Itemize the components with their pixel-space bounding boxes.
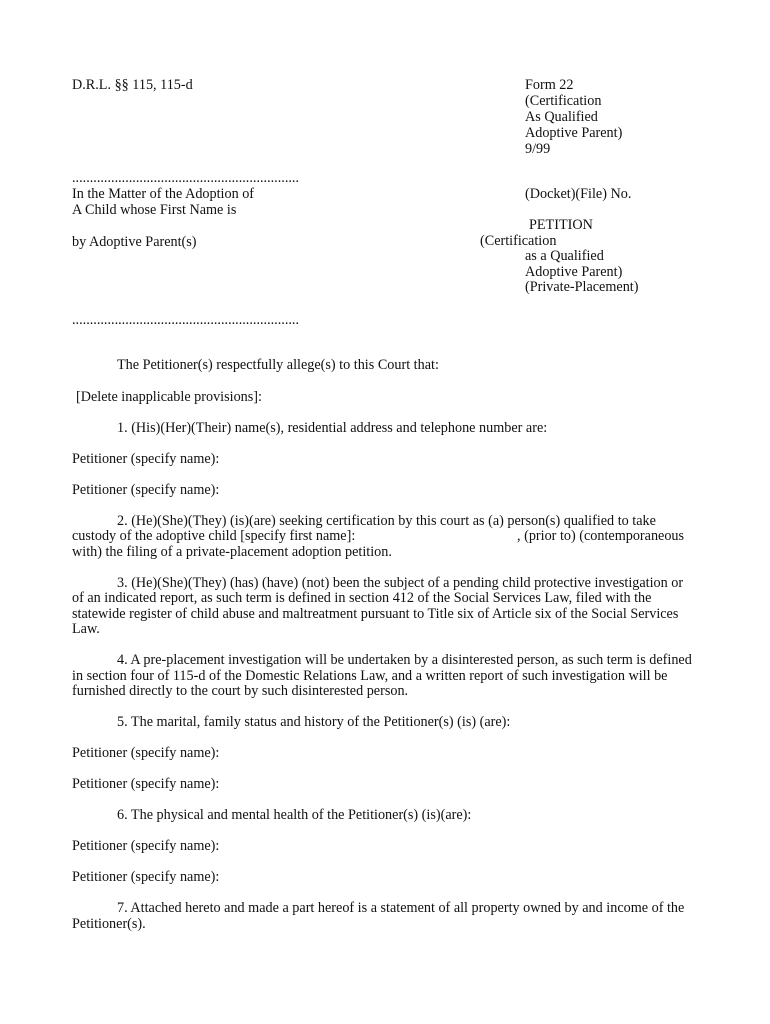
item-4-line: in section four of 115-d of the Domestic Relations Law, and a written report of such investigation will be	[72, 668, 668, 684]
form-info-line: Adoptive Parent)	[525, 125, 623, 141]
item-3-line: Law.	[72, 621, 100, 637]
item-7-line: 7. Attached hereto and made a part hereof is a statement of all property owned by and income of the	[117, 900, 685, 916]
item-7-line: Petitioner(s).	[72, 916, 146, 932]
item-3-line: statewide register of child abuse and maltreatment pursuant to Title six of Article six of the Social Services	[72, 606, 679, 622]
adoptive-parent-line: by Adoptive Parent(s)	[72, 234, 197, 250]
item-4-line: furnished directly to the court by such disinterested person.	[72, 683, 409, 699]
caption-dotted-rule-top: ................................................................	[72, 170, 299, 186]
petitioner-name-label: Petitioner (specify name):	[72, 869, 220, 885]
item-1: 1. (His)(Her)(Their) name(s), residential address and telephone number are:	[117, 420, 548, 436]
form-info-line: As Qualified	[525, 109, 598, 125]
petition-subtitle-line: (Certification	[480, 233, 557, 249]
form-number: Form 22	[525, 77, 574, 93]
item-2-line: 2. (He)(She)(They) (is)(are) seeking certification by this court as (a) person(s) qualified to take	[117, 513, 656, 529]
item-2-line: with) the filing of a private-placement adoption petition.	[72, 544, 392, 560]
petitioner-name-label: Petitioner (specify name):	[72, 838, 220, 854]
item-2-line: custody of the adoptive child [specify first name]:	[72, 528, 356, 544]
statute-reference: D.R.L. §§ 115, 115-d	[72, 77, 193, 93]
delete-provisions-note: [Delete inapplicable provisions]:	[76, 389, 262, 405]
form-info-line: (Certification	[525, 93, 602, 109]
item-6: 6. The physical and mental health of the Petitioner(s) (is)(are):	[117, 807, 472, 823]
petitioner-name-label: Petitioner (specify name):	[72, 482, 220, 498]
petition-subtitle-line: (Private-Placement)	[525, 279, 639, 295]
petition-intro: The Petitioner(s) respectfully allege(s) to this Court that:	[117, 357, 439, 373]
item-5: 5. The marital, family status and history of the Petitioner(s) (is) (are):	[117, 714, 511, 730]
petitioner-name-label: Petitioner (specify name):	[72, 776, 220, 792]
petitioner-name-label: Petitioner (specify name):	[72, 745, 220, 761]
item-2-line: , (prior to) (contemporaneous	[517, 528, 685, 544]
petition-subtitle-line: Adoptive Parent)	[525, 264, 623, 280]
item-3-line: 3. (He)(She)(They) (has) (have) (not) been the subject of a pending child protective investigation or	[117, 575, 684, 591]
caption-dotted-rule-bottom: ................................................................	[72, 312, 299, 328]
matter-line-1: In the Matter of the Adoption of	[72, 186, 255, 202]
petitioner-name-label: Petitioner (specify name):	[72, 451, 220, 467]
form-date: 9/99	[525, 141, 551, 157]
docket-number-label: (Docket)(File) No.	[525, 186, 632, 202]
petition-subtitle-line: as a Qualified	[525, 248, 604, 264]
petition-title: PETITION	[529, 217, 593, 233]
item-3-line: of an indicated report, as such term is defined in section 412 of the Social Services Law, filed with the	[72, 590, 652, 606]
item-4-line: 4. A pre-placement investigation will be undertaken by a disinterested person, as such term is defined	[117, 652, 692, 668]
matter-line-2: A Child whose First Name is	[72, 202, 237, 218]
